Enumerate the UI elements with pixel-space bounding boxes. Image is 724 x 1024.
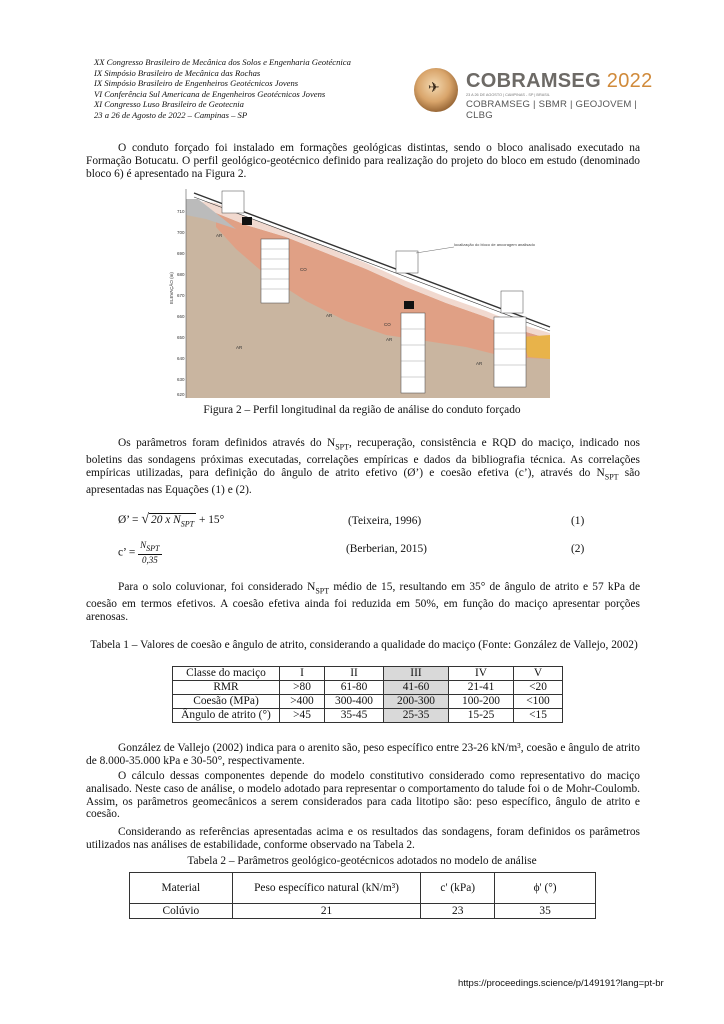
paragraph-references: Considerando as referências apresentadas acima e os resultados das sondagens, foram definidos os parâmetros utilizados nas análises de estabilidade, conforme observado na Tabela 2. <box>86 826 640 851</box>
paragraph-colluvium <box>86 581 640 624</box>
text-run: são apresentadas nas Equações (1) e (2). <box>86 466 640 496</box>
conference-header <box>94 57 351 121</box>
table-cell: 25-35 <box>384 709 449 723</box>
y-tick: 620 <box>177 392 185 397</box>
header-line: IX Simpósio Brasileiro de Engenheiros Geotécnicos Jovens <box>94 78 299 89</box>
equation-expression: 20 x N <box>151 514 181 526</box>
table-cell: V <box>514 667 563 681</box>
borehole <box>261 239 289 303</box>
y-tick: 710 <box>177 209 185 214</box>
footer-url-link[interactable]: https://proceedings.science/p/149191?lang=pt-br <box>458 978 664 989</box>
table-2 <box>129 872 596 919</box>
equation-1-reference: (Teixeira, 1996) <box>348 515 422 527</box>
table-cell: Coesão (MPa) <box>173 695 280 709</box>
table-cell: IV <box>449 667 514 681</box>
fraction-numerator: N <box>140 540 147 550</box>
logo-subtitle: COBRAMSEG | SBMR | GEOJOVEM | CLBG <box>466 99 638 121</box>
table-cell: <15 <box>514 709 563 723</box>
logo-year: 2022 <box>606 70 653 92</box>
subscript: SPT <box>604 472 619 482</box>
subscript: SPT <box>335 442 350 452</box>
table-cell: <100 <box>514 695 563 709</box>
equation-2 <box>118 540 162 565</box>
table-header-row <box>173 667 563 681</box>
table-row <box>130 904 596 919</box>
table-cell: 35-45 <box>325 709 384 723</box>
y-tick: 680 <box>177 272 185 277</box>
table-cell: Material <box>130 873 233 904</box>
text-run: médio de 15, resultando em 35° de ângulo de atrito e 57 kPa de coesão em termos efetivos. A coesão efetiva ainda foi reduzida em 50%, em função do maciço apresentar porções arenosas. <box>86 581 640 623</box>
logo-tagline: 23 A 26 DE AGOSTO | CAMPINAS - SP | BRASIL <box>466 93 550 97</box>
table-2-caption: Tabela 2 – Parâmetros geológico-geotécnicos adotados no modelo de análise <box>187 855 537 867</box>
borehole <box>401 313 425 393</box>
y-tick: 670 <box>177 293 185 298</box>
table-cell: >45 <box>280 709 325 723</box>
header-line: XI Congresso Luso Brasileiro de Geotecnia <box>94 99 244 110</box>
table-cell: 61-80 <box>325 681 384 695</box>
y-tick: 660 <box>177 314 185 319</box>
equation-lhs: Ø’ = <box>118 514 139 526</box>
table-cell: 200-300 <box>384 695 449 709</box>
table-cell: >80 <box>280 681 325 695</box>
text-run: Os parâmetros foram definidos através do N <box>118 437 336 449</box>
equation-2-reference: (Berberian, 2015) <box>346 543 427 555</box>
subscript: SPT <box>146 543 160 553</box>
header-line: VI Conferência Sul Americana de Engenheiros Geotécnicos Jovens <box>94 88 326 99</box>
table-cell: Ângulo de atrito (°) <box>173 709 280 723</box>
logo-brand <box>466 70 653 93</box>
table-cell: 41-60 <box>384 681 449 695</box>
table-cell: >400 <box>280 695 325 709</box>
paragraph-vallejo: González de Vallejo (2002) indica para o arenito são, peso específico entre 23-26 kN/m³, coesão e ângulo de atrito de 8.000-35.000 kPa e 30-50°, respectivamente. <box>86 742 640 767</box>
y-tick: 640 <box>177 356 185 361</box>
figure-caption: Figura 2 – Perfil longitudinal da região de análise do conduto forçado <box>203 404 521 416</box>
layer-label: AR <box>236 345 243 350</box>
table-1-caption: Tabela 1 – Valores de coesão e ângulo de atrito, considerando a qualidade do maciço (Fonte: González de Vallejo, 2002) <box>90 639 638 651</box>
table-cell: <20 <box>514 681 563 695</box>
table-1 <box>172 666 563 723</box>
table-cell: 21-41 <box>449 681 514 695</box>
table-cell: ϕ' (°) <box>495 873 596 904</box>
header-line: XX Congresso Brasileiro de Mecânica dos Solos e Engenharia Geotécnica <box>94 57 351 67</box>
text-run: , recuperação, consistência e RQD do maciço, indicado nos boletins das sondagens próximas executadas, correlações empíricas e dados da bibliografia técnica. As correlações empíricas utilizadas, para definição do ângulo de atrito efetivo (Ø’) e coesão efetiva (c’), através do N <box>86 437 640 479</box>
equation-lhs: c’ = <box>118 546 136 559</box>
table-row <box>173 709 563 723</box>
equation-1-number: (1) <box>571 515 585 527</box>
table-cell: 100-200 <box>449 695 514 709</box>
layer-label: AR <box>386 337 393 342</box>
y-axis-label: ELEVAÇÃO (m) <box>169 272 174 304</box>
layer-label: CO <box>300 267 307 272</box>
header-line: 23 a 26 de Agosto de 2022 – Campinas – SP <box>94 109 248 120</box>
table-cell: 15-25 <box>449 709 514 723</box>
paragraph-model: O cálculo dessas componentes depende do modelo constitutivo considerado como representativo do maciço analisado. Neste caso de análise, o modelo adotado para representar o comportamento do talude foi o de Mohr-Coulomb. Assim, os parâmetros geomecânicos a serem considerados para cada litotipo são: peso específico, ângulo de atrito e coesão. <box>86 770 640 821</box>
table-cell: Peso específico natural (kN/m³) <box>232 873 421 904</box>
equation-tail: + 15° <box>198 514 225 526</box>
y-tick: 650 <box>177 335 185 340</box>
table-cell: I <box>280 667 325 681</box>
table-cell: 23 <box>421 904 495 919</box>
cobramseg-logo <box>414 66 654 121</box>
borehole <box>494 317 526 387</box>
subscript: SPT <box>315 586 330 596</box>
equation-2-number: (2) <box>571 543 585 555</box>
logo-brand-name: COBRAMSEG <box>466 70 601 92</box>
anchor-block <box>404 301 414 309</box>
table-cell: III <box>384 667 449 681</box>
layer-label: AR <box>216 233 223 238</box>
y-tick: 690 <box>177 251 185 256</box>
table-cell: 300-400 <box>325 695 384 709</box>
callout-label: localização do bloco de ancoragem analisado <box>454 242 535 247</box>
equation-1: Ø’ = √ 20 x $N_{SPT} + 15^\circ$ <box>118 512 225 529</box>
table-cell: RMR <box>173 681 280 695</box>
y-tick: 700 <box>177 230 185 235</box>
paragraph-intro: O conduto forçado foi instalado em formações geológicas distintas, sendo o bloco analisado executado na Formação Botucatu. O perfil geológico-geotécnico definido para realização do projeto do bloco em estudo (denominado bloco 6) é apresentado na Figura 2. <box>86 142 640 180</box>
table-header-row <box>130 873 596 904</box>
header-line: IX Simpósio Brasileiro de Mecânica das Rochas <box>94 67 261 78</box>
paragraph-parameters <box>86 437 640 497</box>
layer-label: CO <box>384 322 391 327</box>
bird-icon: ✈ <box>428 81 440 96</box>
table-cell: Classe do maciço <box>173 667 280 681</box>
table-cell: 35 <box>495 904 596 919</box>
table-cell: Colúvio <box>130 904 233 919</box>
layer-label: AR <box>476 361 483 366</box>
table-cell: 21 <box>232 904 421 919</box>
text-run: Para o solo coluvionar, foi considerado N <box>118 581 316 593</box>
anchor-block <box>242 217 252 225</box>
table-cell: c' (kPa) <box>421 873 495 904</box>
fraction-denominator: 0,35 <box>141 554 158 565</box>
table-row <box>173 681 563 695</box>
table-row <box>173 695 563 709</box>
layer-label: AR <box>326 313 333 318</box>
y-tick: 630 <box>177 377 185 382</box>
subscript: SPT <box>180 519 195 529</box>
table-cell: II <box>325 667 384 681</box>
geological-profile-figure <box>169 189 550 398</box>
